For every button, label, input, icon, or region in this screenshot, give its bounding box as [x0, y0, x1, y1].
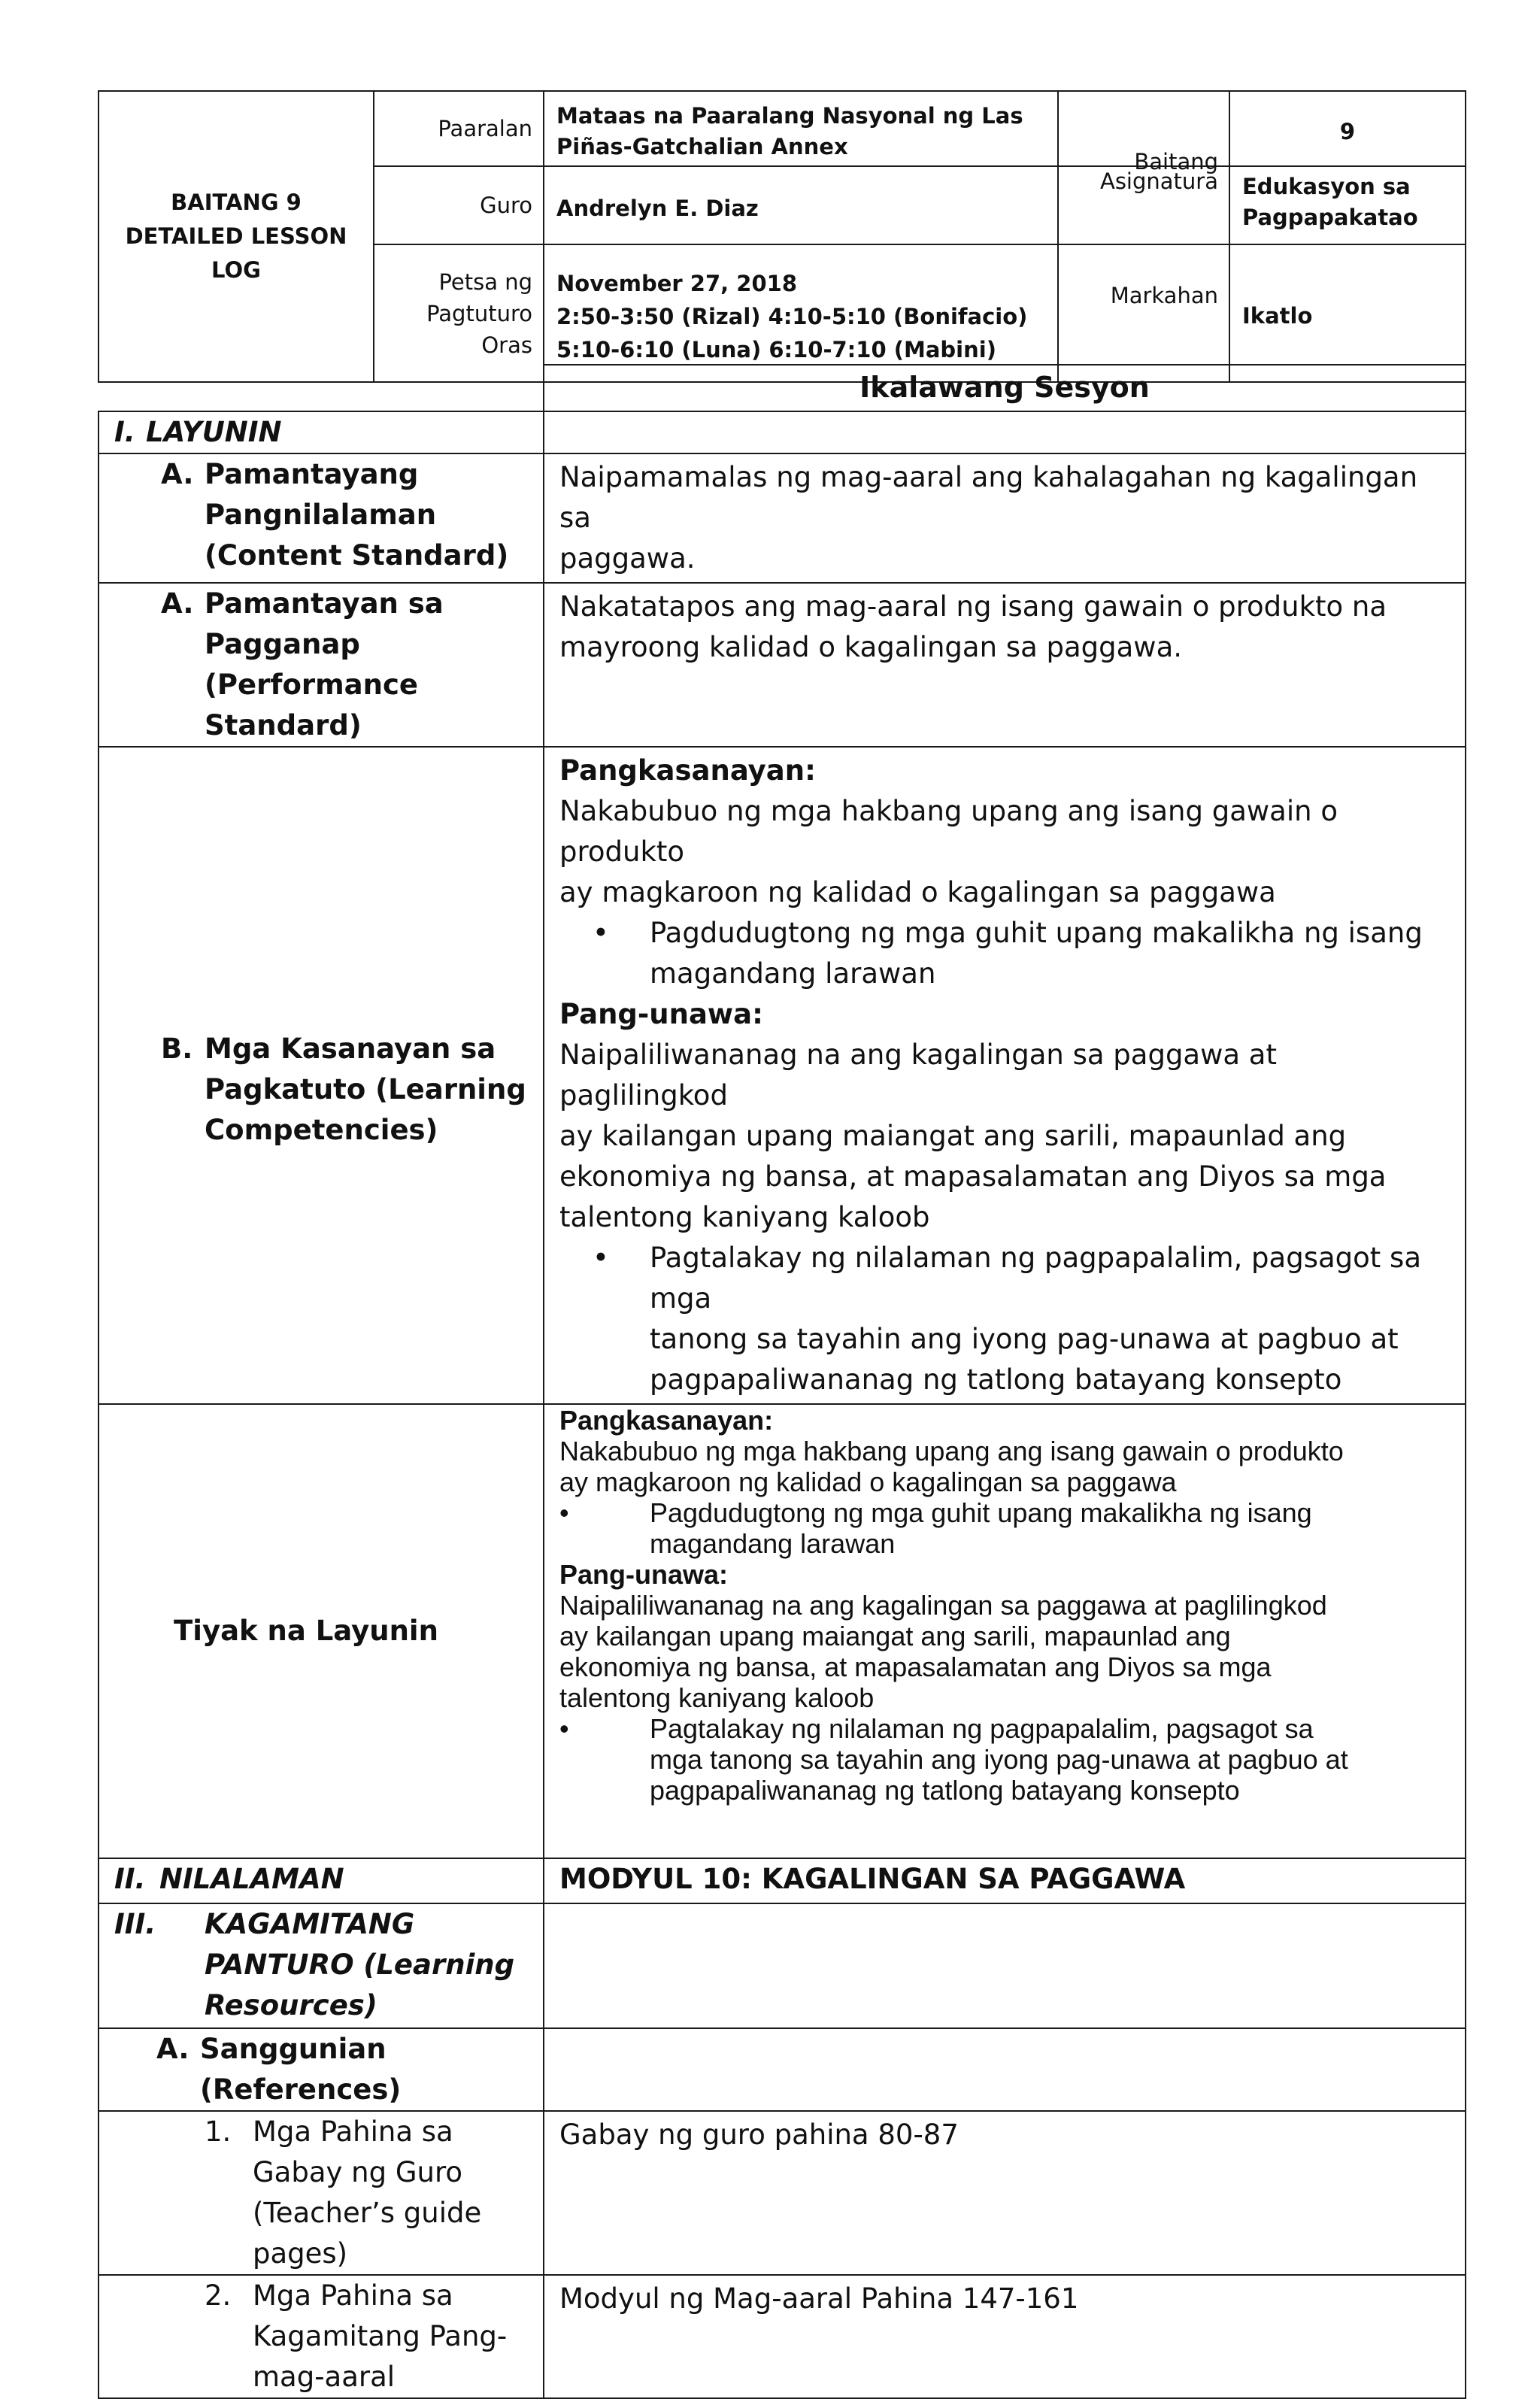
performance-standard-label	[99, 583, 544, 747]
competencies-pangunawa-line: talentong kaniyang kaloob	[559, 1201, 930, 1233]
layunin-blank	[544, 411, 1466, 453]
main-table	[98, 364, 1466, 2399]
baitang-label	[1058, 91, 1229, 174]
performance-standard-label-line: (Performance	[205, 669, 419, 701]
tiyak-pangkasanayan-line: Nakabubuo ng mga hakbang upang ang isang gawain o produkto	[559, 1436, 1344, 1466]
competencies-pangunawa-line: ay kailangan upang maiangat ang sarili, mapaunlad ang	[559, 1120, 1347, 1152]
tiyak-pangunawa-line: ekonomiya ng bansa, at mapasalamatan ang Diyos sa mga	[559, 1651, 1272, 1682]
lesson-log-title-line: LOG	[211, 257, 261, 283]
bullet-line: pagpapaliwananag ng tatlong batayang konsepto	[650, 1775, 1240, 1806]
content-standard-label-line: Pamantayang	[205, 458, 419, 490]
asignatura-label: Asignatura	[1058, 166, 1229, 244]
sanggunian-marker: A.	[156, 2033, 189, 2065]
teachers-guide-label-line: Mga Pahina sa	[253, 2115, 453, 2148]
petsa-label-line: Petsa ng	[438, 268, 532, 295]
content-standard-text	[544, 453, 1466, 583]
baitang-label-text: Baitang	[1134, 149, 1218, 174]
tiyak-pangunawa-line: ay kailangan upang maiangat ang sarili, mapaunlad ang	[559, 1621, 1231, 1651]
tiyak-label: Tiyak na Layunin	[99, 1404, 544, 1858]
tiyak-content	[544, 1404, 1466, 1858]
competencies-label-line: Pagkatuto (Learning	[205, 1073, 526, 1105]
tiyak-pangkasanayan-label: Pangkasanayan:	[559, 1405, 774, 1436]
asignatura-value	[1229, 166, 1466, 244]
teachers-guide-label-line: (Teacher’s guide	[253, 2197, 482, 2229]
performance-standard-text-line: Nakatatapos ang mag-aaral ng isang gawain o produkto na	[559, 590, 1387, 623]
session-blank-cell	[99, 365, 544, 411]
performance-standard-text-line: mayroong kalidad o kagalingan sa paggawa.	[559, 631, 1183, 663]
bullet-line: magandang larawan	[650, 1528, 896, 1559]
competencies-pangunawa-line: Naipaliliwananag na ang kagalingan sa paggawa at paglilingkod	[559, 1039, 1277, 1112]
petsa-value-line: 5:10-6:10 (Luna) 6:10-7:10 (Mabini)	[556, 336, 996, 362]
teachers-guide-label-line: pages)	[253, 2237, 348, 2270]
competencies-pangkasanayan-line: ay magkaroon ng kalidad o kagalingan sa paggawa	[559, 876, 1276, 908]
nilalaman-label: NILALAMAN	[159, 1863, 344, 1895]
bullet-icon: •	[559, 1713, 569, 1744]
kagamitan-label-line: PANTURO (Learning	[205, 1949, 515, 1981]
competencies-content	[544, 747, 1466, 1404]
nilalaman-heading	[99, 1858, 544, 1903]
bullet-icon: •	[593, 917, 609, 949]
guro-value: Andrelyn E. Diaz	[544, 166, 1058, 244]
learners-material-label-line: Mga Pahina sa	[253, 2279, 453, 2312]
performance-standard-marker: A.	[161, 587, 194, 620]
guro-label: Guro	[374, 166, 544, 244]
header-table	[98, 90, 1466, 383]
sanggunian-heading	[99, 2028, 544, 2111]
tiyak-pangkasanayan-bullet	[559, 1497, 1450, 1559]
bullet-line: Pagtalakay ng nilalaman ng pagpapalalim, pagsagot sa mga	[650, 1242, 1421, 1315]
learners-material-value: Modyul ng Mag-aaral Pahina 147-161	[544, 2275, 1466, 2398]
performance-standard-label-line: Pamantayan sa	[205, 587, 444, 620]
tiyak-pangunawa-line: talentong kaniyang kaloob	[559, 1682, 875, 1713]
lesson-log-title	[99, 91, 374, 382]
learners-material-label	[99, 2275, 544, 2398]
competencies-pangunawa-label: Pang-unawa:	[559, 998, 763, 1030]
teachers-guide-label-line: Gabay ng Guro	[253, 2156, 463, 2188]
bullet-line: Pagdudugtong ng mga guhit upang makalikha ng isang	[650, 917, 1423, 949]
competencies-pangunawa-line: ekonomiya ng bansa, at mapasalamatan ang Diyos sa mga	[559, 1160, 1387, 1193]
teachers-guide-marker: 1.	[205, 2115, 232, 2148]
content-standard-text-line: Naipamamalas ng mag-aaral ang kahalagahan ng kagalingan sa	[559, 461, 1418, 534]
nilalaman-marker: II.	[114, 1863, 146, 1895]
competencies-pangkasanayan-bullet	[559, 913, 1450, 994]
competencies-label-line: Competencies)	[205, 1114, 438, 1146]
baitang-value: 9	[1229, 91, 1466, 166]
layunin-heading	[99, 411, 544, 453]
learners-material-marker: 2.	[205, 2279, 232, 2312]
sanggunian-label-line: Sanggunian	[200, 2033, 387, 2065]
petsa-label-line: Oras	[481, 332, 532, 358]
competencies-pangunawa-bullet	[559, 1238, 1450, 1400]
lesson-log-title-line: DETAILED LESSON	[125, 223, 347, 249]
petsa-value-line: 2:50-3:50 (Rizal) 4:10-5:10 (Bonifacio)	[556, 303, 1028, 329]
asignatura-value-line: Edukasyon sa	[1242, 174, 1411, 199]
bullet-line: magandang larawan	[650, 957, 936, 990]
markahan-label: Markahan	[1058, 244, 1229, 382]
competencies-pangkasanayan-label: Pangkasanayan:	[559, 754, 816, 787]
nilalaman-value: MODYUL 10: KAGALINGAN SA PAGGAWA	[544, 1858, 1466, 1903]
petsa-value-line: November 27, 2018	[556, 270, 797, 296]
content-standard-label-line: Pangnilalaman	[205, 499, 437, 531]
competencies-label-line: Mga Kasanayan sa	[205, 1033, 496, 1065]
petsa-value	[544, 244, 1058, 382]
kagamitan-label-line: Resources)	[205, 1989, 377, 2021]
teachers-guide-label	[99, 2111, 544, 2275]
petsa-label-line: Pagtuturo	[426, 300, 532, 326]
kagamitan-heading	[99, 1903, 544, 2028]
competencies-marker: B.	[161, 1033, 193, 1065]
kagamitan-label-line: KAGAMITANG	[205, 1908, 415, 1940]
content-standard-label	[99, 453, 544, 583]
content-standard-marker: A.	[161, 458, 194, 490]
kagamitan-marker: III.	[114, 1908, 156, 1940]
learners-material-label-line: Kagamitang Pang-	[253, 2320, 508, 2352]
paaralan-label: Paaralan	[374, 91, 544, 166]
performance-standard-text	[544, 583, 1466, 747]
sanggunian-blank	[544, 2028, 1466, 2111]
bullet-line: Pagtalakay ng nilalaman ng pagpapalalim, pagsagot sa	[650, 1713, 1314, 1744]
bullet-icon: •	[559, 1497, 569, 1528]
paaralan-value	[544, 91, 1058, 166]
content-standard-text-line: paggawa.	[559, 542, 696, 575]
kagamitan-blank	[544, 1903, 1466, 2028]
layunin-label: LAYUNIN	[146, 416, 282, 448]
session-title: Ikalawang Sesyon	[544, 365, 1466, 411]
paaralan-value-line: Piñas-Gatchalian Annex	[556, 134, 848, 159]
performance-standard-label-line: Pagganap	[205, 628, 360, 660]
tiyak-pangunawa-line: Naipaliliwananag na ang kagalingan sa paggawa at paglilingkod	[559, 1590, 1327, 1621]
paaralan-value-line: Mataas na Paaralang Nasyonal ng Las	[556, 103, 1023, 129]
competencies-label	[99, 747, 544, 1404]
bullet-line: Pagdudugtong ng mga guhit upang makalikha ng isang	[650, 1497, 1312, 1528]
tiyak-pangunawa-bullet	[559, 1713, 1450, 1806]
tiyak-pangunawa-label: Pang-unawa:	[559, 1559, 729, 1590]
layunin-marker: I.	[114, 416, 135, 448]
bullet-line: tanong sa tayahin ang iyong pag-unawa at pagbuo at	[650, 1323, 1399, 1355]
learners-material-label-line: mag-aaral	[253, 2361, 396, 2393]
performance-standard-label-line: Standard)	[205, 709, 362, 742]
competencies-pangkasanayan-line: Nakabubuo ng mga hakbang upang ang isang gawain o produkto	[559, 795, 1338, 868]
bullet-line: pagpapaliwananag ng tatlong batayang konsepto	[650, 1363, 1342, 1396]
content-standard-label-line: (Content Standard)	[205, 539, 509, 572]
tiyak-pangkasanayan-line: ay magkaroon ng kalidad o kagalingan sa paggawa	[559, 1466, 1177, 1497]
teachers-guide-value: Gabay ng guro pahina 80-87	[544, 2111, 1466, 2275]
bullet-icon: •	[593, 1242, 609, 1274]
markahan-value: Ikatlo	[1229, 244, 1466, 382]
asignatura-value-line: Pagpapakatao	[1242, 205, 1418, 230]
sanggunian-label-line: (References)	[200, 2073, 402, 2106]
petsa-label	[374, 244, 544, 382]
lesson-log-title-line: BAITANG 9	[171, 190, 302, 215]
bullet-line: mga tanong sa tayahin ang iyong pag-unawa at pagbuo at	[650, 1744, 1348, 1775]
